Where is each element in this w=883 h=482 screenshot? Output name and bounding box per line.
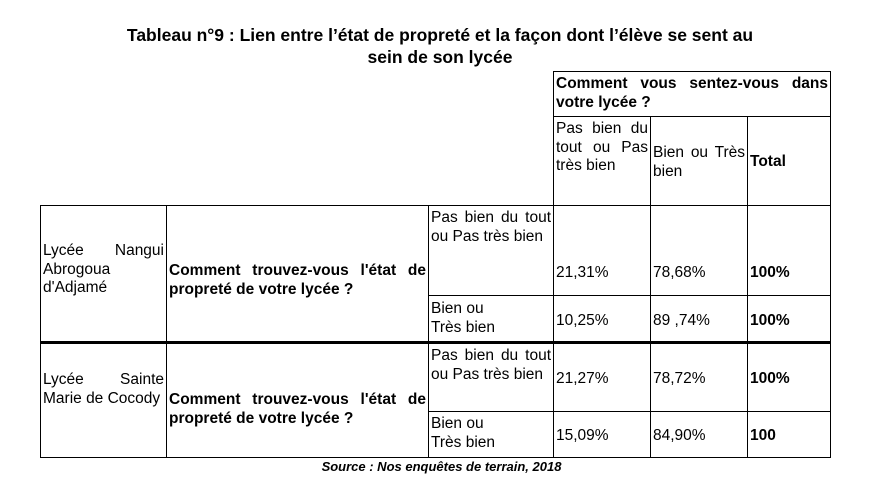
row-label-cell-2a <box>428 343 554 412</box>
value-2a-1: 21,27% <box>556 370 609 387</box>
header-question: Comment vous sentez-vous dans votre lycée ? <box>556 75 828 111</box>
row-label-1a: Pas bien du tout ou Pas très bien <box>431 209 551 245</box>
header-col2: Bien ou Très bien <box>653 144 745 180</box>
value-1b-2: 89 ,74% <box>653 312 710 329</box>
header-col1: Pas bien du tout ou Pas très bien <box>556 120 648 174</box>
row-question-2: Comment trouvez-vous l'état de propreté de votre lycée ? <box>169 391 426 427</box>
total-1a: 100% <box>750 264 790 281</box>
title-line-2: sein de son lycée <box>367 47 513 67</box>
header-col1-cell <box>553 116 651 206</box>
header-question-cell <box>553 71 831 117</box>
row-label-cell-1a <box>428 205 554 296</box>
row-label-2a: Pas bien du tout ou Pas très bien <box>431 347 551 383</box>
school-cell-2 <box>40 343 167 458</box>
school-cell-1 <box>40 205 167 344</box>
header-col3: Total <box>750 153 786 170</box>
row-label-2b: Bien ou Très bien <box>431 415 496 451</box>
school-name-1: Lycée Nangui Abrogoua d'Adjamé <box>43 242 164 296</box>
table-title <box>40 24 840 68</box>
value-2b-1: 15,09% <box>556 427 609 444</box>
total-2a: 100% <box>750 370 790 387</box>
source-note: Source : Nos enquêtes de terrain, 2018 <box>321 459 562 474</box>
row-question-1: Comment trouvez-vous l'état de propreté de votre lycée ? <box>169 262 426 298</box>
total-1b: 100% <box>750 312 790 329</box>
value-cell-1a-1 <box>553 205 651 296</box>
row-label-cell-2b <box>428 411 554 458</box>
question-cell-1 <box>166 205 429 344</box>
value-cell-1a-2 <box>650 205 748 296</box>
row-label-cell-1b <box>428 295 554 344</box>
row-label-1b: Bien ou Très bien <box>431 300 496 336</box>
value-cell-1a-3 <box>747 205 831 296</box>
title-line-1: Tableau n°9 : Lien entre l’état de propreté et la façon dont l’élève se sent au <box>126 25 754 45</box>
total-2b: 100 <box>750 427 776 444</box>
school-name-2: Lycée Sainte Marie de Cocody <box>43 371 164 407</box>
value-1b-1: 10,25% <box>556 312 609 329</box>
question-cell-2 <box>166 343 429 458</box>
value-2b-2: 84,90% <box>653 427 706 444</box>
value-1a-2: 78,68% <box>653 264 706 281</box>
header-col2-cell <box>650 116 748 206</box>
header-col3-cell <box>747 116 831 206</box>
value-1a-1: 21,31% <box>556 264 609 281</box>
value-2a-2: 78,72% <box>653 370 706 387</box>
